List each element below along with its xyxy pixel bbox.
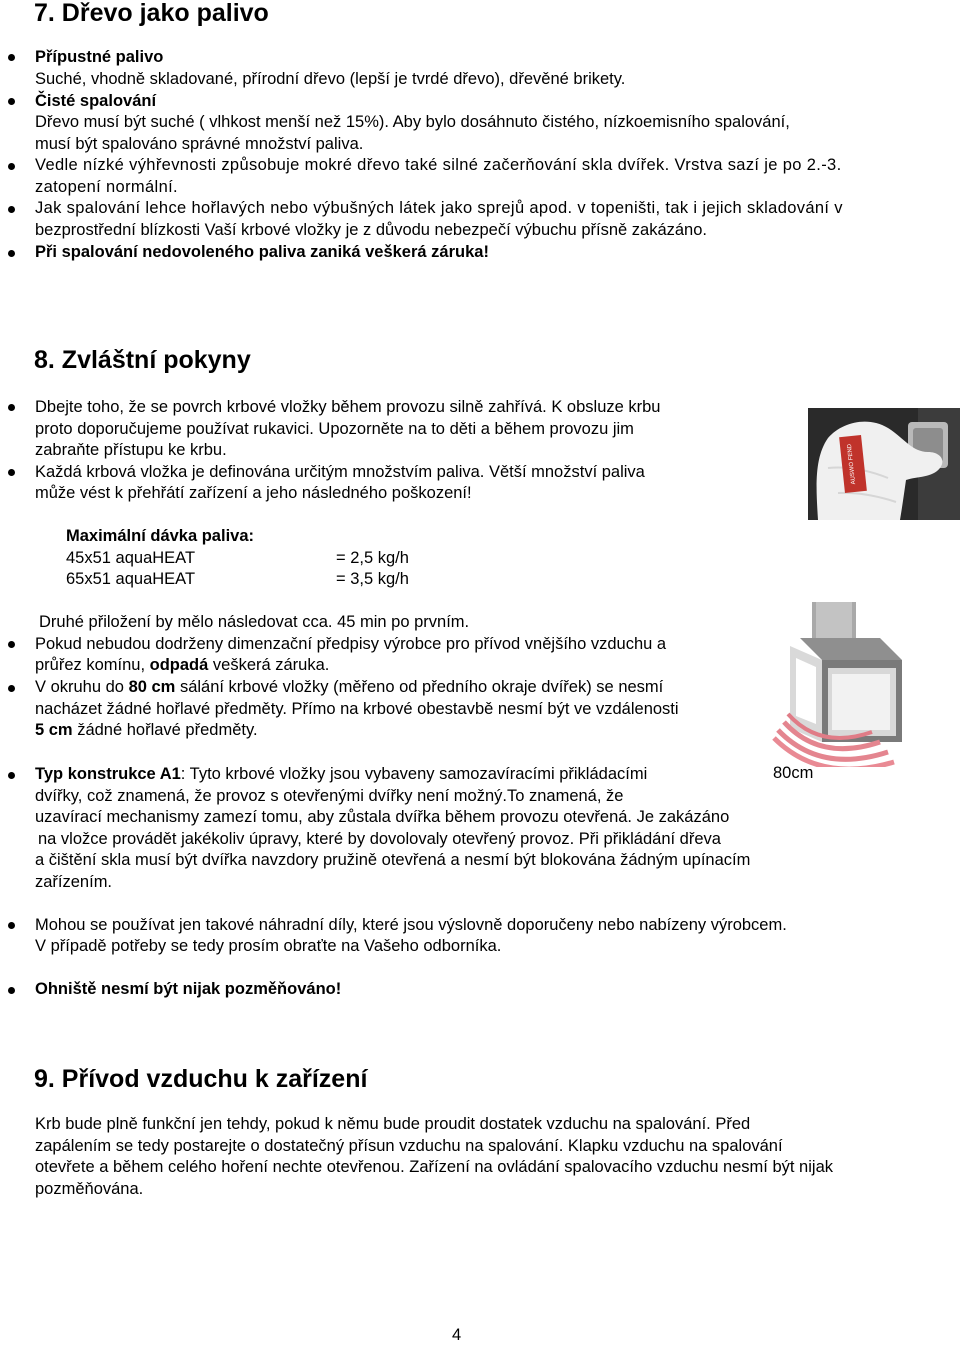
page-number: 4 <box>452 1326 462 1344</box>
bullet-text: Vedle nízké výhřevnosti způsobuje mokré dřevo také silné začerňování skla dvířek. Vrstva sazí je po 2.-3. <box>35 156 842 174</box>
bullet-text: 5 cm žádné hořlavé předměty. <box>35 721 258 739</box>
fireplace-diagram <box>770 602 920 767</box>
bullet-text: zabraňte přístupu ke krbu. <box>35 441 227 459</box>
bullet-text: musí být spalováno správné množství paliva. <box>35 135 364 153</box>
bullet-text: Pokud nebudou dodrženy dimenzační předpisy výrobce pro přívod vnějšího vzduchu a <box>35 635 667 653</box>
bullet-dot <box>8 54 15 61</box>
paragraph-line: zapálením se tedy postarejte o dostatečný přísun vzduchu na spalování. Klapku vzduchu na spalování <box>35 1137 783 1155</box>
bullet-text: průřez komínu, odpadá veškerá záruka. <box>35 656 330 674</box>
bullet-dot <box>8 250 15 257</box>
fuel-model: 65x51 aquaHEAT <box>66 570 196 588</box>
bullet-text: V případě potřeby se tedy prosím obraťte na Vašeho odborníka. <box>35 937 502 955</box>
bullet-text: Každá krbová vložka je definována určitým množstvím paliva. Větší množství paliva <box>35 463 645 481</box>
bullet-text: V okruhu do 80 cm sálání krbové vložky (měřeno od předního okraje dvířek) se nesmí <box>35 678 664 696</box>
section-7-title: 7. Dřevo jako palivo <box>34 0 269 27</box>
bullet-text: může vést k přehřátí zařízení a jeho následného poškození! <box>35 484 472 502</box>
no-modification-warning: Ohniště nesmí být nijak pozměňováno! <box>35 980 342 998</box>
bullet-dot <box>8 685 15 692</box>
fuel-value: = 3,5 kg/h <box>336 570 409 588</box>
bullet-dot <box>8 404 15 411</box>
paragraph-line: Krb bude plně funkční jen tehdy, pokud k němu bude proudit dostatek vzduchu na spalování. Před <box>35 1115 751 1133</box>
glove-label: AUSWO FEND <box>846 443 858 485</box>
bullet-text: Mohou se používat jen takové náhradní díly, které jsou výslovně doporučeny nebo nabízeny výrobcem. <box>35 916 787 934</box>
bullet-text: dvířky, což znamená, že provoz s otevřenými dvířky není možný.To znamená, že <box>35 787 624 805</box>
bullet-text: na vložce provádět jakékoliv úpravy, které by dovolovaly otevřený provoz. Při přikládání dřeva <box>38 830 721 848</box>
paragraph-line: pozměňována. <box>35 1180 144 1198</box>
bullet-dot <box>8 469 15 476</box>
glove-photo <box>808 408 960 520</box>
section-8-title: 8. Zvláštní pokyny <box>34 346 251 374</box>
bullet-text: Dbejte toho, že se povrch krbové vložky během provozu silně zahřívá. K obsluze krbu <box>35 398 661 416</box>
bullet-dot <box>8 98 15 105</box>
max-fuel-title: Maximální dávka paliva: <box>66 527 255 545</box>
bullet-dot <box>8 163 15 170</box>
bullet-text: Dřevo musí být suché ( vlhkost menší než 15%). Aby bylo dosáhnuto čistého, nízkoemisního spalování, <box>35 113 790 131</box>
bullet-head: Čisté spalování <box>35 92 157 110</box>
bullet-dot <box>8 772 15 779</box>
bullet-text: Typ konstrukce A1: Tyto krbové vložky jsou vybaveny samozavíracími přikládacími <box>35 765 648 783</box>
bullet-text: a čištění skla musí být dvířka navzdory pružině otevřená a nesmí být blokována žádným upínacím <box>35 851 751 869</box>
bullet-text: Jak spalování lehce hořlavých nebo výbušných látek jako sprejů apod. v topeništi, tak i jejich skladování v <box>35 199 843 217</box>
bullet-head: Přípustné palivo <box>35 48 164 66</box>
bullet-dot <box>8 206 15 213</box>
bullet-dot <box>8 987 15 994</box>
fuel-model: 45x51 aquaHEAT <box>66 549 196 567</box>
section-9-title: 9. Přívod vzduchu k zařízení <box>34 1065 368 1093</box>
bullet-text: Suché, vhodně skladované, přírodní dřevo (lepší je tvrdé dřevo), dřevěné brikety. <box>35 70 626 88</box>
paragraph-line: otevřete a během celého hoření nechte otevřenou. Zařízení na ovládání spalovacího vzduchu nesmí být nijak <box>35 1158 833 1176</box>
warranty-warning: Při spalování nedovoleného paliva zaniká veškerá záruka! <box>35 243 489 261</box>
bullet-text: proto doporučujeme používat rukavici. Upozorněte na to děti a během provozu jim <box>35 420 634 438</box>
bullet-dot <box>8 922 15 929</box>
bullet-text: zařízením. <box>35 873 113 891</box>
second-load-note: Druhé přiložení by mělo následovat cca. 45 min po prvním. <box>39 613 470 631</box>
fuel-value: = 2,5 kg/h <box>336 549 409 567</box>
bullet-text: zatopení normální. <box>35 178 178 196</box>
bullet-text: uzavírací mechanismy zamezí tomu, aby zůstala dvířka během provozu otevřená. Je zakázáno <box>35 808 730 826</box>
bullet-text: bezprostřední blízkosti Vaší krbové vložky je z důvodu nebezpečí výbuchu přísně zakázáno. <box>35 221 707 239</box>
distance-label: 80cm <box>773 764 814 782</box>
bullet-text: nacházet žádné hořlavé předměty. Přímo na krbové obestavbě nesmí být ve vzdálenosti <box>35 700 679 718</box>
bullet-dot <box>8 641 15 648</box>
